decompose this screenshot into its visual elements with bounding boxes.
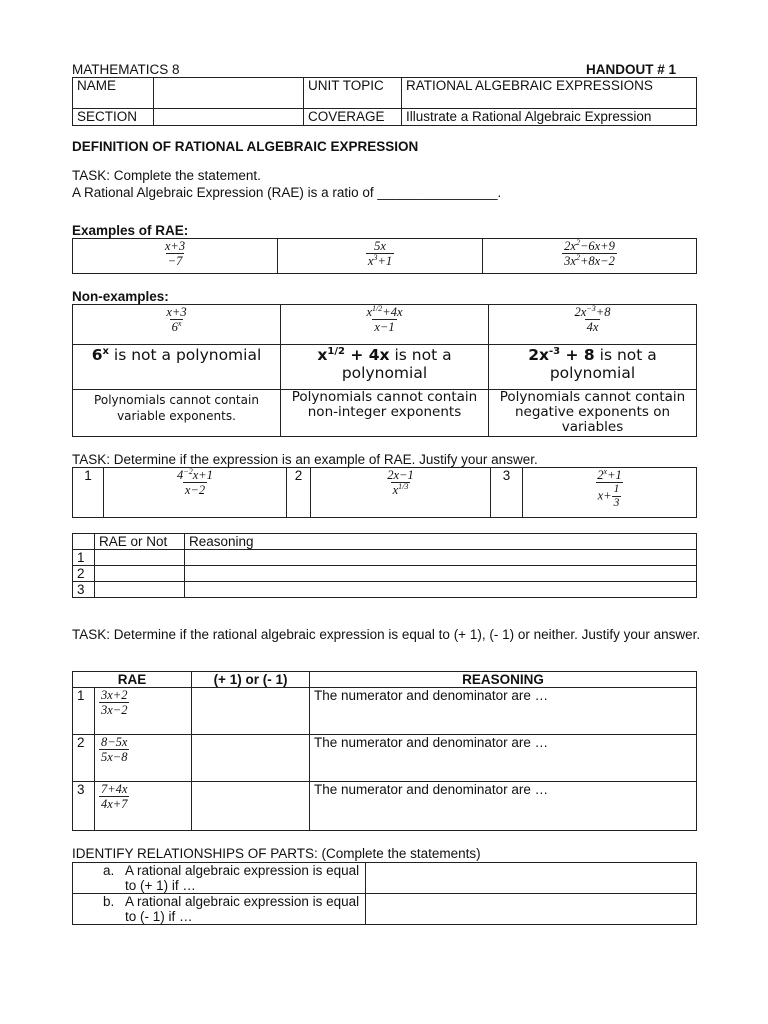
nonexample-reason: Polynomials cannot contain variable exponents.: [73, 390, 281, 437]
rae-expression: $\frac{3x+2}{3x-2}$: [101, 688, 128, 717]
plus-minus-answer-field[interactable]: [192, 782, 310, 831]
statement-b-answer-field[interactable]: [366, 894, 697, 925]
statement-text: A rational algebraic expression is equal to (- 1) if …: [125, 894, 360, 924]
blank-header: [73, 534, 95, 550]
example-expression: $\frac{5x}{x^3+1}$: [367, 239, 393, 268]
nonexample-cell: [73, 305, 281, 345]
task3-title: TASK: Determine if the rational algebraic expression is equal to (+ 1), (- 1) or neither. Justify your answer.: [72, 627, 701, 642]
reasoning-field[interactable]: The numerator and denominator are …: [310, 782, 697, 831]
row-number: 3: [73, 582, 95, 598]
rae-answer-field[interactable]: [95, 566, 185, 582]
task2-expression-cell: [311, 468, 491, 518]
rae-answer-field[interactable]: [95, 582, 185, 598]
task2-title: TASK: Determine if the expression is an example of RAE. Justify your answer.: [72, 452, 538, 467]
task2-index: 3: [491, 468, 523, 518]
subject-label: MATHEMATICS 8: [72, 62, 180, 77]
nonexample-expression: $\frac{x^{1/2}+4x}{x-1}$: [366, 303, 403, 334]
plus-minus-answer-field[interactable]: [192, 688, 310, 735]
row-number: 2: [73, 735, 95, 782]
rae-expression: $\frac{7+4x}{4x+7}$: [101, 782, 128, 811]
handout-label: HANDOUT # 1: [586, 62, 677, 77]
rae-answer-field[interactable]: [95, 550, 185, 566]
name-field[interactable]: [154, 78, 304, 109]
definition-title: DEFINITION OF RATIONAL ALGEBRAIC EXPRESSION: [72, 139, 419, 154]
task2-expression-cell: [523, 468, 697, 518]
nonexamples-title: Non-examples:: [72, 289, 169, 304]
rae-expression-cell: [95, 688, 192, 735]
unit-topic-value: RATIONAL ALGEBRAIC EXPRESSIONS: [402, 78, 697, 109]
reasoning-answer-field[interactable]: [185, 582, 697, 598]
task2-expression: $\frac{4^{-2}x+1}{x-2}$: [177, 466, 213, 497]
nonexample-title: $x^{1/2} + 4x$ is not a polynomial: [281, 345, 489, 390]
task2-index: 2: [287, 468, 311, 518]
nonexample-expression: $\frac{x+3}{6^x}$: [166, 305, 187, 334]
nonexample-reason: Polynomials cannot contain negative exponents on variables: [489, 390, 697, 437]
nonexample-cell: [281, 305, 489, 345]
nonexample-title: 6$^x$ is not a polynomial: [73, 345, 281, 390]
reasoning-field[interactable]: The numerator and denominator are …: [310, 688, 697, 735]
task2-answer-table: [72, 533, 697, 598]
row-number: 2: [73, 566, 95, 582]
reasoning-answer-field[interactable]: [185, 550, 697, 566]
rae-expression: $\frac{8-5x}{5x-8}$: [101, 735, 128, 764]
definition-statement: A Rational Algebraic Expression (RAE) is a ratio of ________________.: [72, 185, 502, 200]
coverage-label: COVERAGE: [304, 109, 402, 126]
example-cell: [73, 239, 278, 274]
name-label: NAME: [73, 78, 154, 109]
task2-expression: $\frac{2x-1}{x^{1/3}}$: [387, 468, 414, 497]
nonexample-title: $2x^{-3} + 8$ is not a polynomial: [489, 345, 697, 390]
coverage-value: Illustrate a Rational Algebraic Expression: [402, 109, 697, 126]
plus-minus-header: (+ 1) or (- 1): [192, 672, 310, 688]
example-expression: $\frac{2x^2-6x+9}{3x^2+8x-2}$: [564, 237, 615, 268]
examples-table: [72, 238, 697, 274]
task2-table: [72, 467, 697, 518]
nonexample-expression: $\frac{2x^{-3}+8}{4x}$: [574, 303, 611, 334]
example-cell: [483, 239, 697, 274]
identify-title: IDENTIFY RELATIONSHIPS OF PARTS: (Complete the statements): [72, 846, 481, 861]
rae-expression-cell: [95, 782, 192, 831]
unit-topic-label: UNIT TOPIC: [304, 78, 402, 109]
section-label: SECTION: [73, 109, 154, 126]
rae-or-not-header: RAE or Not: [95, 534, 185, 550]
task2-expression: $2^x+1$ x+ $\frac{1}{3}$: [597, 466, 622, 509]
reasoning-field[interactable]: The numerator and denominator are …: [310, 735, 697, 782]
rae-header: RAE: [73, 672, 192, 688]
plus-minus-answer-field[interactable]: [192, 735, 310, 782]
statement-marker: a.: [103, 863, 115, 878]
reasoning-header: REASONING: [310, 672, 697, 688]
statement-a: [73, 863, 366, 894]
examples-title: Examples of RAE:: [72, 223, 189, 238]
definition-task: TASK: Complete the statement.: [72, 168, 261, 183]
example-expression: $\frac{x+3}{-7}$: [164, 239, 186, 268]
statement-marker: b.: [103, 894, 115, 909]
example-cell: [278, 239, 483, 274]
task2-index: 1: [73, 468, 104, 518]
row-number: 1: [73, 550, 95, 566]
reasoning-answer-field[interactable]: [185, 566, 697, 582]
section-field[interactable]: [154, 109, 304, 126]
statement-b: [73, 894, 366, 925]
nonexamples-table: [72, 304, 697, 437]
nonexample-reason: Polynomials cannot contain non-integer exponents: [281, 390, 489, 437]
task3-table: [72, 671, 697, 831]
rae-expression-cell: [95, 735, 192, 782]
statement-a-answer-field[interactable]: [366, 863, 697, 894]
statement-text: A rational algebraic expression is equal to (+ 1) if …: [125, 863, 360, 893]
reasoning-header: Reasoning: [185, 534, 697, 550]
task2-expression-cell: [104, 468, 287, 518]
row-number: 3: [73, 782, 95, 831]
info-table: [72, 77, 697, 126]
row-number: 1: [73, 688, 95, 735]
identify-table: [72, 862, 697, 925]
nonexample-cell: [489, 305, 697, 345]
